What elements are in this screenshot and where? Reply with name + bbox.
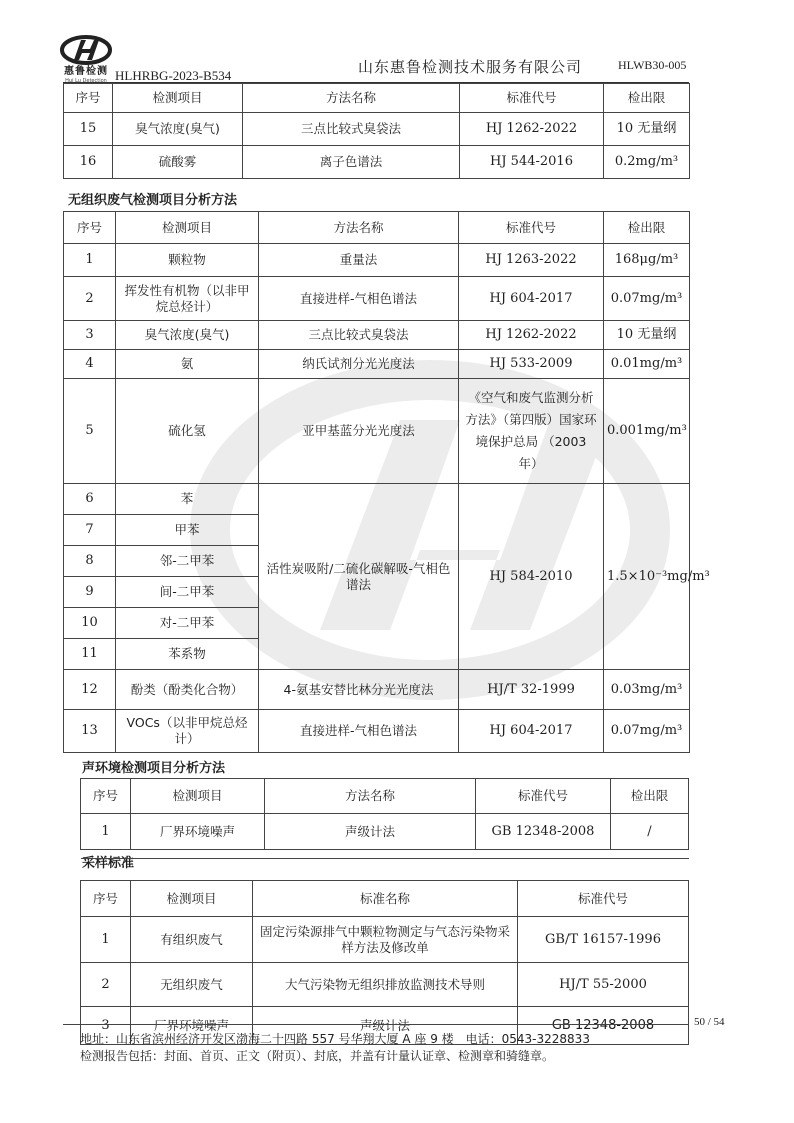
standard-cell: HJ 533-2009	[459, 350, 604, 379]
header-cell: 检出限	[604, 84, 690, 113]
row-number: 6	[64, 484, 116, 515]
row-number: 7	[64, 515, 116, 546]
standard-cell: HJ/T 32-1999	[459, 670, 604, 710]
logo-text: 惠鲁检测	[64, 66, 108, 77]
header-cell: 标准代号	[459, 212, 604, 244]
row-number: 5	[64, 379, 116, 484]
table-row	[81, 917, 689, 963]
footer-note: 检测报告包括：封面、首页、正文（附页）、封底，并盖有计量认证章、检测章和骑缝章。	[80, 1049, 555, 1063]
form-code: HLWB30-005	[618, 58, 687, 72]
row-number: 1	[64, 244, 116, 277]
standard-code-cell: GB/T 16157-1996	[518, 917, 689, 963]
header-cell: 序号	[81, 779, 131, 814]
item-cell: 酚类（酚类化合物）	[116, 670, 259, 710]
standard-code-cell: HJ/T 55-2000	[518, 963, 689, 1007]
limit-cell: 0.01mg/m³	[604, 350, 690, 379]
row-number: 16	[64, 146, 113, 179]
table-header-row	[64, 84, 690, 113]
header-cell: 检出限	[611, 779, 689, 814]
limit-cell: 168μg/m³	[604, 244, 690, 277]
table-row	[81, 814, 689, 850]
row-number: 2	[81, 963, 131, 1007]
footer-address: 地址：山东省滨州经济开发区渤海二十四路 557 号华翔大厦 A 座 9 楼 电话：0543-3228833	[80, 1032, 590, 1046]
item-cell: 硫酸雾	[113, 146, 243, 179]
header-cell: 标准代号	[460, 84, 604, 113]
noise-methods-table	[80, 778, 689, 850]
header-cell: 方法名称	[265, 779, 476, 814]
item-cell: 邻-二甲苯	[116, 546, 259, 577]
table-row	[64, 484, 690, 515]
organized-methods-table	[63, 83, 690, 179]
standard-cell: HJ 1263-2022	[459, 244, 604, 277]
standard-code-cell: GB 12348-2008	[518, 1007, 689, 1045]
header-cell: 检测项目	[131, 779, 265, 814]
header-cell: 检测项目	[113, 84, 243, 113]
table-row	[64, 379, 690, 484]
row-number: 1	[81, 814, 131, 850]
item-cell: VOCs（以非甲烷总烃计）	[116, 710, 259, 753]
method-cell: 亚甲基蓝分光光度法	[259, 379, 459, 484]
item-cell: 间-二甲苯	[116, 577, 259, 608]
method-cell: 直接进样-气相色谱法	[259, 277, 459, 321]
footer-divider	[63, 1024, 689, 1025]
header-cell: 方法名称	[259, 212, 459, 244]
standard-cell: GB 12348-2008	[476, 814, 611, 850]
row-number: 13	[64, 710, 116, 753]
limit-cell: 0.07mg/m³	[604, 710, 690, 753]
logo-emblem-icon	[58, 34, 114, 66]
row-number: 8	[64, 546, 116, 577]
row-number: 3	[81, 1007, 131, 1045]
item-cell: 苯系物	[116, 639, 259, 670]
method-cell: 离子色谱法	[243, 146, 460, 179]
standard-name-cell: 大气污染物无组织排放监测技术导则	[253, 963, 518, 1007]
header-cell: 检出限	[604, 212, 690, 244]
standard-name-cell: 固定污染源排气中颗粒物测定与气态污染物采样方法及修改单	[253, 917, 518, 963]
limit-cell: 0.001mg/m³	[604, 379, 690, 484]
method-cell: 直接进样-气相色谱法	[259, 710, 459, 753]
logo-subtext: Hui Lu Detection	[65, 78, 107, 84]
standard-cell: HJ 604-2017	[459, 277, 604, 321]
header-cell: 方法名称	[243, 84, 460, 113]
method-cell: 三点比较式臭袋法	[243, 113, 460, 146]
item-cell: 厂界环境噪声	[131, 1007, 253, 1045]
item-cell: 颗粒物	[116, 244, 259, 277]
row-number: 2	[64, 277, 116, 321]
limit-cell: /	[611, 814, 689, 850]
header-cell: 标准名称	[253, 881, 518, 917]
row-number: 12	[64, 670, 116, 710]
standard-name-cell: 声级计法	[253, 1007, 518, 1045]
table-header-row	[81, 779, 689, 814]
row-number: 15	[64, 113, 113, 146]
table-spacer-row	[81, 859, 689, 881]
table-row	[64, 277, 690, 321]
standard-cell: HJ 1262-2022	[460, 113, 604, 146]
item-cell: 臭气浓度(臭气)	[113, 113, 243, 146]
item-cell: 苯	[116, 484, 259, 515]
limit-cell: 10 无量纲	[604, 113, 690, 146]
standard-cell: HJ 604-2017	[459, 710, 604, 753]
method-cell: 重量法	[259, 244, 459, 277]
table-row	[64, 670, 690, 710]
item-cell: 挥发性有机物（以非甲烷总烃计）	[116, 277, 259, 321]
section-title-noise: 声环境检测项目分析方法	[82, 761, 226, 776]
table-header-row	[64, 212, 690, 244]
method-cell: 三点比较式臭袋法	[259, 321, 459, 350]
section-title-sampling: 采样标准	[82, 856, 135, 871]
report-number: HLHRBG-2023-B534	[115, 68, 232, 83]
sampling-standards-table	[80, 858, 689, 1045]
table-row	[64, 710, 690, 753]
header-cell: 标准代号	[476, 779, 611, 814]
header-cell: 标准代号	[518, 881, 689, 917]
standard-cell: HJ 544-2016	[460, 146, 604, 179]
row-number: 9	[64, 577, 116, 608]
row-number: 1	[81, 917, 131, 963]
page-number: 50 / 54	[694, 1016, 725, 1028]
limit-cell: 1.5×10⁻³mg/m³	[604, 484, 690, 670]
standard-cell: 《空气和废气监测分析方法》（第四版）国家环境保护总局 （2003 年）	[459, 379, 604, 484]
item-cell: 有组织废气	[131, 917, 253, 963]
company-name: 山东惠鲁检测技术服务有限公司	[358, 58, 583, 76]
header-cell: 序号	[64, 212, 116, 244]
spacer-cell	[81, 859, 689, 881]
row-number: 3	[64, 321, 116, 350]
limit-cell: 0.07mg/m³	[604, 277, 690, 321]
header-cell: 检测项目	[131, 881, 253, 917]
method-cell: 活性炭吸附/二硫化碳解吸-气相色谱法	[259, 484, 459, 670]
row-number: 4	[64, 350, 116, 379]
header-cell: 序号	[81, 881, 131, 917]
table-row	[64, 350, 690, 379]
item-cell: 氨	[116, 350, 259, 379]
header-cell: 序号	[64, 84, 113, 113]
company-logo	[58, 34, 114, 84]
fugitive-methods-table	[63, 211, 710, 753]
standard-cell: HJ 1262-2022	[459, 321, 604, 350]
item-cell: 对-二甲苯	[116, 608, 259, 639]
header-cell: 检测项目	[116, 212, 259, 244]
item-cell: 无组织废气	[131, 963, 253, 1007]
item-cell: 臭气浓度(臭气)	[116, 321, 259, 350]
limit-cell: 0.03mg/m³	[604, 670, 690, 710]
item-cell: 厂界环境噪声	[131, 814, 265, 850]
limit-cell: 0.2mg/m³	[604, 146, 690, 179]
row-number: 10	[64, 608, 116, 639]
table-row	[64, 146, 690, 179]
section-title-fugitive: 无组织废气检测项目分析方法	[68, 193, 238, 208]
method-cell: 声级计法	[265, 814, 476, 850]
table-row	[81, 963, 689, 1007]
item-cell: 硫化氢	[116, 379, 259, 484]
table-row	[64, 113, 690, 146]
standard-cell: HJ 584-2010	[459, 484, 604, 670]
table-row	[64, 321, 690, 350]
item-cell: 甲苯	[116, 515, 259, 546]
method-cell: 纳氏试剂分光光度法	[259, 350, 459, 379]
table-row	[64, 244, 690, 277]
limit-cell: 10 无量纲	[604, 321, 690, 350]
method-cell: 4-氨基安替比林分光光度法	[259, 670, 459, 710]
row-number: 11	[64, 639, 116, 670]
table-header-row	[81, 881, 689, 917]
